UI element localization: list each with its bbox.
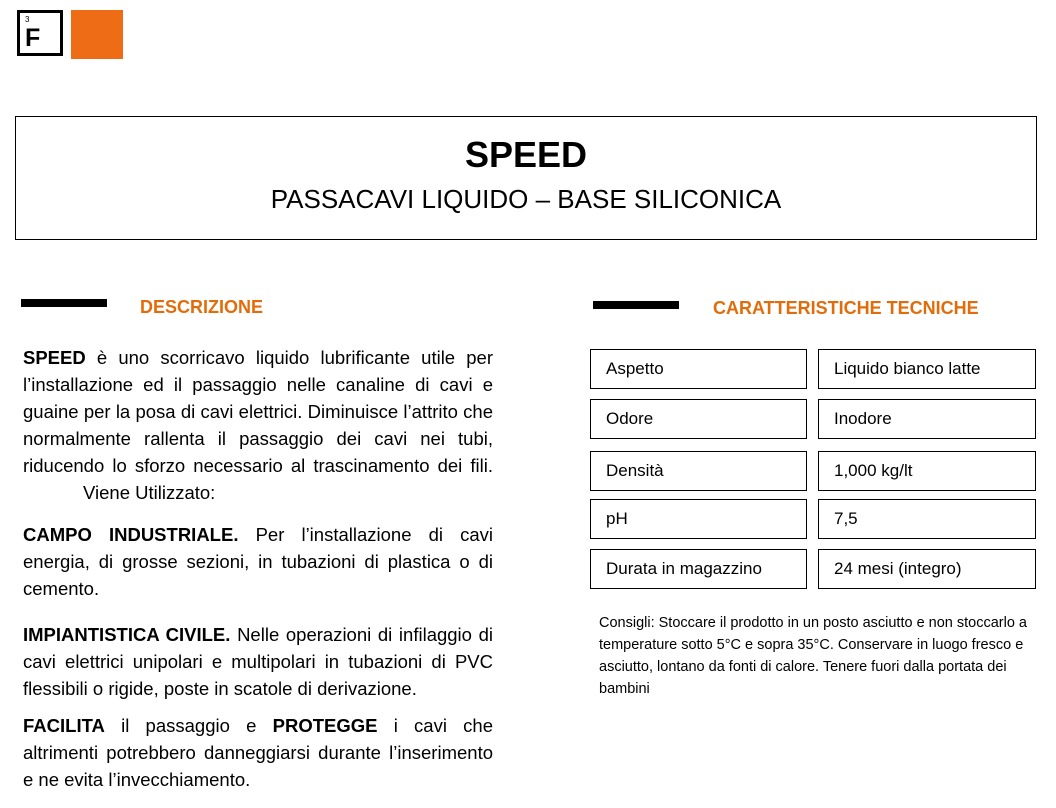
desc-p3-text: Nelle operazioni di infilaggio di cavi elettrici unipolari e multipolari in tubazioni di PVC flessibili o rigide, poste in scatole di derivazione. (23, 624, 494, 699)
desc-p1-bold: SPEED (23, 347, 86, 368)
brand-logo (17, 10, 63, 56)
spec-label-ph: pH (590, 499, 807, 539)
desc-p2-bold: CAMPO INDUSTRIALE. (23, 524, 239, 545)
logo-superscript: 3 (25, 15, 30, 24)
section-title-tech: CARATTERISTICHE TECNICHE (713, 298, 979, 318)
section-bar-description (21, 299, 107, 307)
desc-p3-bold: IMPIANTISTICA CIVILE. (23, 624, 231, 645)
spec-value-aspetto: Liquido bianco latte (818, 349, 1036, 389)
desc-p1-text: è uno scorricavo liquido lubrificante utile per l’installazione ed il passaggio nelle canaline di cavi e guaine per la posa di cavi elettrici. Diminuisce l’attrito che normalmente rallenta il passaggio dei cavi nei tubi, riducendo lo sforzo necessario al trascinamento dei fili. (23, 347, 493, 476)
section-title-description: DESCRIZIONE (140, 297, 264, 317)
desc-p2-text: Per l’installazione di cavi energia, di grosse sezioni, in tubazioni di plastica o di cemento. (23, 524, 493, 599)
desc-p4-bold1: FACILITA (23, 715, 105, 736)
spec-label-aspetto: Aspetto (590, 349, 807, 389)
brand-color-square (71, 10, 123, 59)
spec-value-densita: 1,000 kg/lt (818, 451, 1036, 491)
storage-advice: Consigli: Stoccare il prodotto in un posto asciutto e non stoccarlo a temperature sotto 5°C e sopra 35°C. Conservare in luogo fresco e asciutto, lontano da fonti di calore. Tenere fuori dalla portata dei bambini (599, 615, 1027, 697)
product-subtitle: PASSACAVI LIQUIDO – BASE SILICONICA (270, 184, 782, 214)
spec-value-durata: 24 mesi (integro) (818, 549, 1036, 589)
spec-label-durata: Durata in magazzino (590, 549, 807, 589)
logo-letter: F (25, 24, 41, 52)
spec-value-ph: 7,5 (818, 499, 1036, 539)
title-box (15, 116, 1037, 240)
spec-label-densita: Densità (590, 451, 807, 491)
spec-value-odore: Inodore (818, 399, 1036, 439)
desc-p4-bold2: PROTEGGE (272, 715, 378, 736)
description-paragraph-3 (23, 621, 493, 702)
desc-p4-text1: il passaggio e (104, 715, 273, 736)
desc-p4-text2: i cavi che altrimenti potrebbero danneggiarsi durante l’inserimento e ne evita l’invecchiamento. (23, 715, 493, 790)
desc-p1-tail: Viene Utilizzato: (83, 482, 216, 503)
description-paragraph-2 (23, 521, 493, 602)
product-title: SPEED (464, 134, 588, 175)
description-paragraph-1 (23, 344, 493, 506)
spec-label-odore: Odore (590, 399, 807, 439)
section-bar-tech (593, 301, 679, 309)
description-paragraph-4 (23, 712, 493, 793)
